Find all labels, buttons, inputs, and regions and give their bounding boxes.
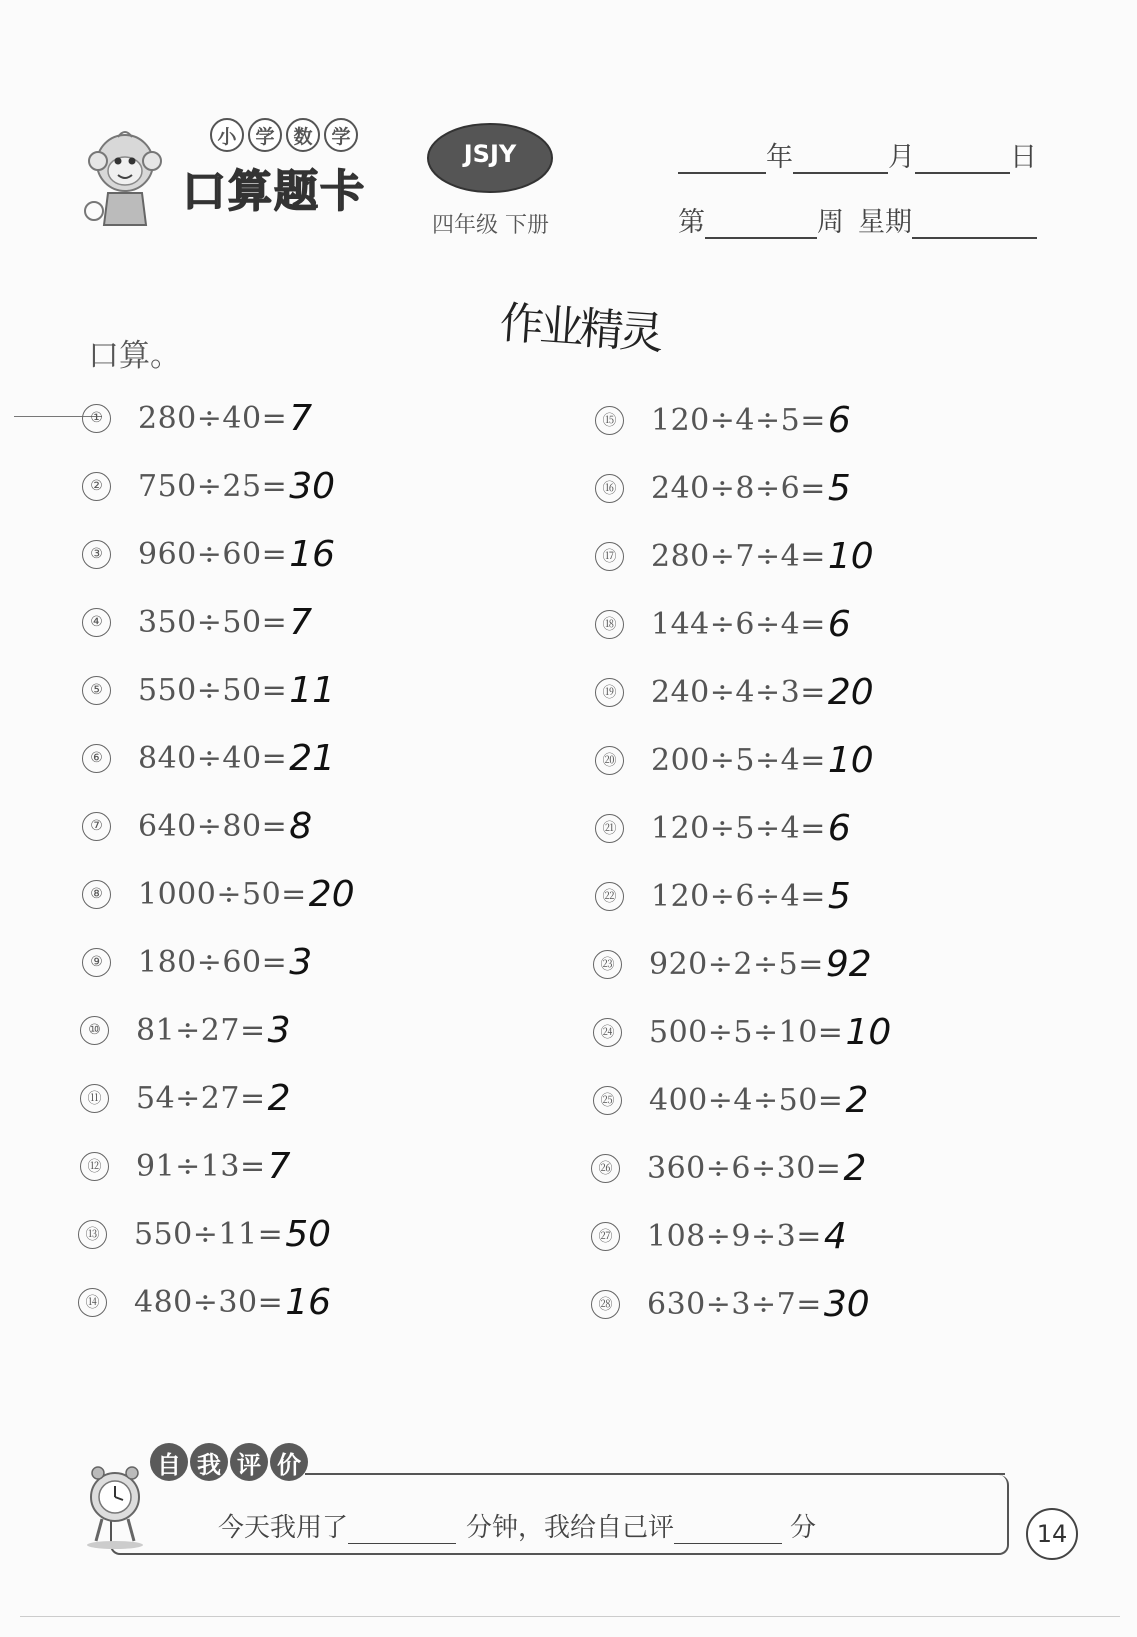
minutes-blank[interactable] (348, 1515, 456, 1544)
problem-row (82, 466, 335, 506)
problem-number: ② (82, 472, 111, 501)
problem-expression: 360÷6÷30= (647, 1150, 842, 1186)
week-blank[interactable] (705, 207, 817, 239)
score-unit-label: 分 (790, 1513, 817, 1543)
problem-number: ㉔ (593, 1018, 622, 1047)
problem-expression: 750÷25= (138, 468, 288, 504)
problem-number: ㉒ (595, 882, 624, 911)
subject-badge (210, 118, 358, 152)
month-blank[interactable] (793, 142, 888, 174)
jsjy-logo-text: JSJY (463, 140, 517, 168)
handwritten-answer[interactable]: 7 (289, 397, 313, 439)
jsjy-logo (425, 120, 555, 196)
problem-expression: 108÷9÷3= (647, 1218, 822, 1254)
problem-number: ㉖ (591, 1154, 620, 1183)
weekday-label: 星期 (858, 207, 912, 238)
problem-number: ⑤ (82, 676, 111, 705)
handwritten-answer[interactable]: 92 (825, 943, 872, 985)
time-used-label: 今天我用了 (218, 1513, 349, 1543)
problem-number: ⑦ (82, 812, 111, 841)
problem-expression: 144÷6÷4= (651, 606, 826, 642)
problem-row (82, 670, 335, 710)
problem-number: ① (82, 404, 111, 433)
problem-number: ⑭ (78, 1288, 107, 1317)
problem-row (80, 1078, 291, 1118)
problem-number: ⑬ (78, 1220, 107, 1249)
handwritten-answer[interactable]: 10 (827, 739, 874, 781)
bottom-rule (20, 1616, 1120, 1617)
problem-row (82, 534, 335, 574)
problem-row (591, 1216, 847, 1256)
problem-number: ⑥ (82, 744, 111, 773)
date-fields (678, 135, 1037, 174)
problem-expression: 120÷5÷4= (651, 810, 826, 846)
problem-number: ⑳ (595, 746, 624, 775)
problem-expression: 54÷27= (136, 1080, 266, 1116)
problem-number: ⑱ (595, 610, 624, 639)
handwritten-answer[interactable]: 5 (827, 467, 851, 509)
score-blank[interactable] (674, 1515, 782, 1544)
problem-number: ⑨ (82, 948, 111, 977)
problem-row (595, 808, 851, 848)
week-suffix-label: 周 (817, 207, 844, 238)
problem-expression: 960÷60= (138, 536, 288, 572)
handwritten-answer[interactable]: 30 (823, 1283, 870, 1325)
problem-row (82, 602, 312, 642)
month-label: 月 (888, 142, 915, 173)
handwritten-answer[interactable]: 10 (827, 535, 874, 577)
handwritten-answer[interactable]: 2 (845, 1079, 869, 1121)
problem-expression: 840÷40= (138, 740, 288, 776)
weekday-blank[interactable] (912, 207, 1037, 239)
problem-number: ㉗ (591, 1222, 620, 1251)
problem-row (595, 400, 851, 440)
self-eval-badge (150, 1443, 308, 1481)
eval-badge-char: 我 (190, 1443, 228, 1481)
handwritten-answer[interactable]: 16 (289, 533, 336, 575)
problem-expression: 280÷7÷4= (651, 538, 826, 574)
problem-row (595, 604, 851, 644)
handwritten-answer[interactable]: 3 (289, 941, 313, 983)
week-fields (678, 200, 1037, 239)
handwritten-answer[interactable]: 2 (843, 1147, 867, 1189)
problem-row (82, 738, 335, 778)
self-eval-text (218, 1507, 816, 1544)
handwritten-answer[interactable]: 6 (827, 807, 851, 849)
problem-expression: 550÷50= (138, 672, 288, 708)
handwritten-answer[interactable]: 3 (267, 1009, 291, 1051)
problem-expression: 240÷8÷6= (651, 470, 826, 506)
score-self-label: 分钟，我给自己评 (466, 1513, 675, 1543)
handwritten-answer[interactable]: 5 (827, 875, 851, 917)
problem-number: ㉕ (593, 1086, 622, 1115)
handwritten-answer[interactable]: 7 (267, 1145, 291, 1187)
handwritten-answer[interactable]: 8 (289, 805, 313, 847)
problem-expression: 640÷80= (138, 808, 288, 844)
eval-badge-char: 评 (230, 1443, 268, 1481)
problem-row (593, 1080, 868, 1120)
problem-expression: 1000÷50= (138, 876, 307, 912)
day-blank[interactable] (915, 142, 1010, 174)
problem-row (593, 1012, 891, 1052)
problem-row (78, 1214, 331, 1254)
problem-row (82, 942, 312, 982)
handwritten-stamp: 作业精灵 (498, 297, 662, 360)
handwritten-answer[interactable]: 2 (267, 1077, 291, 1119)
handwritten-answer[interactable]: 30 (289, 465, 336, 507)
problem-number: ④ (82, 608, 111, 637)
problem-number: ⑰ (595, 542, 624, 571)
problem-number: ⑫ (80, 1152, 109, 1181)
problem-number: ③ (82, 540, 111, 569)
problem-row (595, 468, 851, 508)
problem-expression: 350÷50= (138, 604, 288, 640)
problem-expression: 400÷4÷50= (649, 1082, 844, 1118)
handwritten-answer[interactable]: 7 (289, 601, 313, 643)
eval-badge-char: 价 (270, 1443, 308, 1481)
handwritten-answer[interactable]: 6 (827, 603, 851, 645)
problem-row (595, 672, 874, 712)
grade-label: 四年级 下册 (432, 213, 549, 238)
problem-row (80, 1146, 291, 1186)
brand-title: 口算题卡 (182, 166, 366, 217)
monkey-mascot-icon (80, 125, 170, 235)
week-prefix-label: 第 (678, 207, 705, 238)
handwritten-answer[interactable]: 10 (845, 1011, 892, 1053)
problem-row (591, 1284, 870, 1324)
problem-expression: 81÷27= (136, 1012, 266, 1048)
year-blank[interactable] (678, 142, 766, 174)
handwritten-answer[interactable]: 11 (289, 669, 336, 711)
problem-row (595, 740, 874, 780)
problem-number: ㉑ (595, 814, 624, 843)
problem-row (82, 874, 355, 914)
problem-number: ⑲ (595, 678, 624, 707)
handwritten-answer[interactable]: 50 (285, 1213, 332, 1255)
problem-row (80, 1010, 291, 1050)
problem-row (595, 876, 851, 916)
eval-badge-char: 自 (150, 1443, 188, 1481)
problem-expression: 180÷60= (138, 944, 288, 980)
problem-expression: 91÷13= (136, 1148, 266, 1184)
problem-expression: 240÷4÷3= (651, 674, 826, 710)
problem-expression: 120÷6÷4= (651, 878, 826, 914)
problem-expression: 280÷40= (138, 400, 288, 436)
handwritten-answer[interactable]: 20 (308, 873, 355, 915)
alarm-clock-mascot-icon (80, 1455, 150, 1550)
problem-row (78, 1282, 331, 1322)
problem-number: ⑩ (80, 1016, 109, 1045)
problem-expression: 200÷5÷4= (651, 742, 826, 778)
problem-number: ⑯ (595, 474, 624, 503)
badge-char: 数 (286, 118, 320, 152)
handwritten-answer[interactable]: 20 (827, 671, 874, 713)
problem-expression: 630÷3÷7= (647, 1286, 822, 1322)
problem-expression: 500÷5÷10= (649, 1014, 844, 1050)
problem-expression: 480÷30= (134, 1284, 284, 1320)
page-number: 14 (1026, 1508, 1078, 1560)
handwritten-answer[interactable]: 16 (285, 1281, 332, 1323)
problem-number: ⑮ (595, 406, 624, 435)
day-label: 日 (1010, 142, 1037, 173)
handwritten-answer[interactable]: 6 (827, 399, 851, 441)
year-label: 年 (766, 142, 793, 173)
problem-expression: 920÷2÷5= (649, 946, 824, 982)
problem-number: ⑧ (82, 880, 111, 909)
problem-row (593, 944, 872, 984)
problem-row (595, 536, 874, 576)
problem-row (591, 1148, 866, 1188)
badge-char: 学 (324, 118, 358, 152)
problem-expression: 120÷4÷5= (651, 402, 826, 438)
problem-number: ㉘ (591, 1290, 620, 1319)
handwritten-answer[interactable]: 4 (823, 1215, 847, 1257)
instruction-text: 口算。 (88, 338, 181, 374)
badge-char: 学 (248, 118, 282, 152)
handwritten-answer[interactable]: 21 (289, 737, 336, 779)
badge-char: 小 (210, 118, 244, 152)
problem-row (82, 806, 312, 846)
problem-row (82, 398, 312, 438)
problem-number: ㉓ (593, 950, 622, 979)
problem-number: ⑪ (80, 1084, 109, 1113)
problem-expression: 550÷11= (134, 1216, 284, 1252)
